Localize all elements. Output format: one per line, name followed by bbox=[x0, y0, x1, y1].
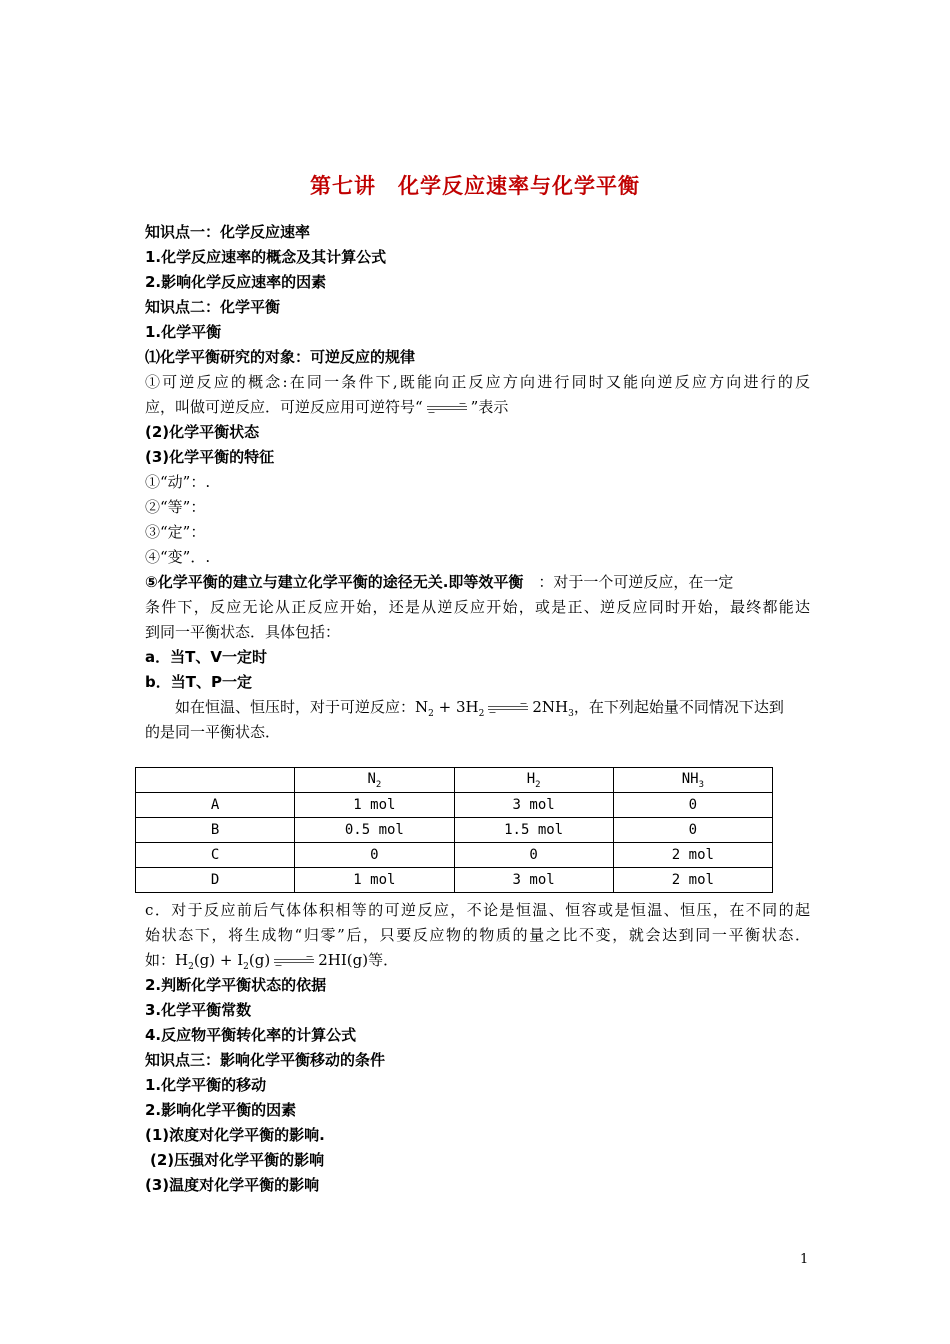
page-title: 第七讲 化学反应速率与化学平衡 bbox=[310, 174, 640, 198]
table-cell: 1 mol bbox=[295, 793, 454, 818]
example-line: 如在恒温、恒压时，对于可逆反应：$N_2 + 3H_2$ $2NH_3$，在下列起始量不同情况下达到 bbox=[175, 698, 784, 719]
reversible-arrow-icon bbox=[274, 956, 314, 966]
table-header-cell bbox=[136, 768, 295, 793]
table-row bbox=[136, 793, 773, 818]
table-row bbox=[136, 843, 773, 868]
text-run: ”表示 bbox=[470, 398, 509, 416]
text-run: 2NH bbox=[532, 698, 569, 716]
paragraph-line: 始状态下，将生成物“归零”后，只要反应物的物质的量之比不变，就会达到同一平衡状态． bbox=[145, 926, 810, 944]
item-heading: 1.化学反应速率的概念及其计算公式 bbox=[145, 248, 387, 266]
section-heading-2: 知识点二：化学平衡 bbox=[145, 298, 281, 316]
text-run: 应，叫做可逆反应．可逆反应用可逆符号“ bbox=[145, 398, 423, 416]
bold-run: ⑤化学平衡的建立与建立化学平衡的途径无关.即等效平衡 bbox=[145, 573, 524, 591]
text-run: ，在下列起始量不同情况下达到 bbox=[573, 698, 784, 716]
sub-heading: (2)压强对化学平衡的影响 bbox=[150, 1151, 325, 1169]
sub-heading: (2)化学平衡状态 bbox=[145, 423, 260, 441]
table-cell: D bbox=[136, 868, 295, 893]
feature-item: ③“定”： bbox=[145, 523, 206, 541]
page-number: 1 bbox=[800, 1252, 809, 1267]
item-heading: 3.化学平衡常数 bbox=[145, 1001, 252, 1019]
equivalent-equilibrium-table bbox=[135, 767, 773, 893]
sub-heading: (3)化学平衡的特征 bbox=[145, 448, 275, 466]
table-cell: 0 bbox=[613, 818, 772, 843]
item-heading: 2.影响化学反应速率的因素 bbox=[145, 273, 327, 291]
paragraph-line: 到同一平衡状态．具体包括： bbox=[145, 623, 341, 641]
section-heading-1: 知识点一：化学反应速率 bbox=[145, 223, 311, 241]
table-header-cell: $NH_3$ bbox=[613, 768, 772, 793]
table-cell: 3 mol bbox=[454, 793, 613, 818]
item-heading: 1.化学平衡的移动 bbox=[145, 1076, 267, 1094]
item-heading: 2.判断化学平衡状态的依据 bbox=[145, 976, 327, 994]
table-cell: B bbox=[136, 818, 295, 843]
paragraph-line: 条件下，反应无论从正反应开始，还是从逆反应开始，或是正、逆反应同时开始，最终都能达 bbox=[145, 598, 810, 616]
table-header-row bbox=[136, 768, 773, 793]
sub-heading: (1)浓度对化学平衡的影响. bbox=[145, 1126, 325, 1144]
table-header-cell: $H_2$ bbox=[454, 768, 613, 793]
table-cell: 0 bbox=[295, 843, 454, 868]
table-row bbox=[136, 868, 773, 893]
case-b: b．当T、P一定 bbox=[145, 673, 252, 691]
feature-item: ①“动”：. bbox=[145, 473, 211, 491]
table-cell: A bbox=[136, 793, 295, 818]
table-cell: 2 mol bbox=[613, 843, 772, 868]
table-cell: 0 bbox=[613, 793, 772, 818]
table-cell: 0 bbox=[454, 843, 613, 868]
item-heading: 4.反应物平衡转化率的计算公式 bbox=[145, 1026, 357, 1044]
paragraph-line bbox=[145, 570, 810, 594]
table-header-cell: $N_2$ bbox=[295, 768, 454, 793]
reversible-arrow-icon bbox=[488, 703, 528, 713]
table-cell: 0.5 mol bbox=[295, 818, 454, 843]
table-row bbox=[136, 818, 773, 843]
text-run: 如：H bbox=[145, 951, 189, 969]
text-run: ：对于一个可逆反应，在一定 bbox=[523, 573, 734, 591]
text-run: 如在恒温、恒压时，对于可逆反应：N bbox=[175, 698, 429, 716]
text-run: 2HI(g)等． bbox=[318, 951, 399, 969]
item-heading: 2.影响化学平衡的因素 bbox=[145, 1101, 297, 1119]
case-a: a．当T、V一定时 bbox=[145, 648, 267, 666]
sub-heading: (3)温度对化学平衡的影响 bbox=[145, 1176, 320, 1194]
paragraph-line: 的是同一平衡状态． bbox=[145, 723, 281, 741]
sub-heading: ⑴化学平衡研究的对象：可逆反应的规律 bbox=[145, 348, 416, 366]
paragraph-line: c．对于反应前后气体体积相等的可逆反应，不论是恒温、恒容或是恒温、恒压，在不同的起 bbox=[145, 901, 810, 919]
feature-item: ②“等”： bbox=[145, 498, 206, 516]
table-cell: C bbox=[136, 843, 295, 868]
item-heading: 1.化学平衡 bbox=[145, 323, 222, 341]
section-heading-3: 知识点三：影响化学平衡移动的条件 bbox=[145, 1051, 386, 1069]
table-cell: 3 mol bbox=[454, 868, 613, 893]
paragraph-line: ①可逆反应的概念:在同一条件下,既能向正反应方向进行同时又能向逆反应方向进行的反 bbox=[145, 373, 810, 391]
table-cell: 1 mol bbox=[295, 868, 454, 893]
reversible-arrow-icon bbox=[427, 403, 467, 413]
table-cell: 2 mol bbox=[613, 868, 772, 893]
table-cell: 1.5 mol bbox=[454, 818, 613, 843]
paragraph-line: 如：$H_2(g) + I_2(g)$ 2HI(g)等． bbox=[145, 951, 399, 972]
paragraph-line bbox=[145, 395, 810, 419]
feature-item: ④“变”．. bbox=[145, 548, 211, 566]
